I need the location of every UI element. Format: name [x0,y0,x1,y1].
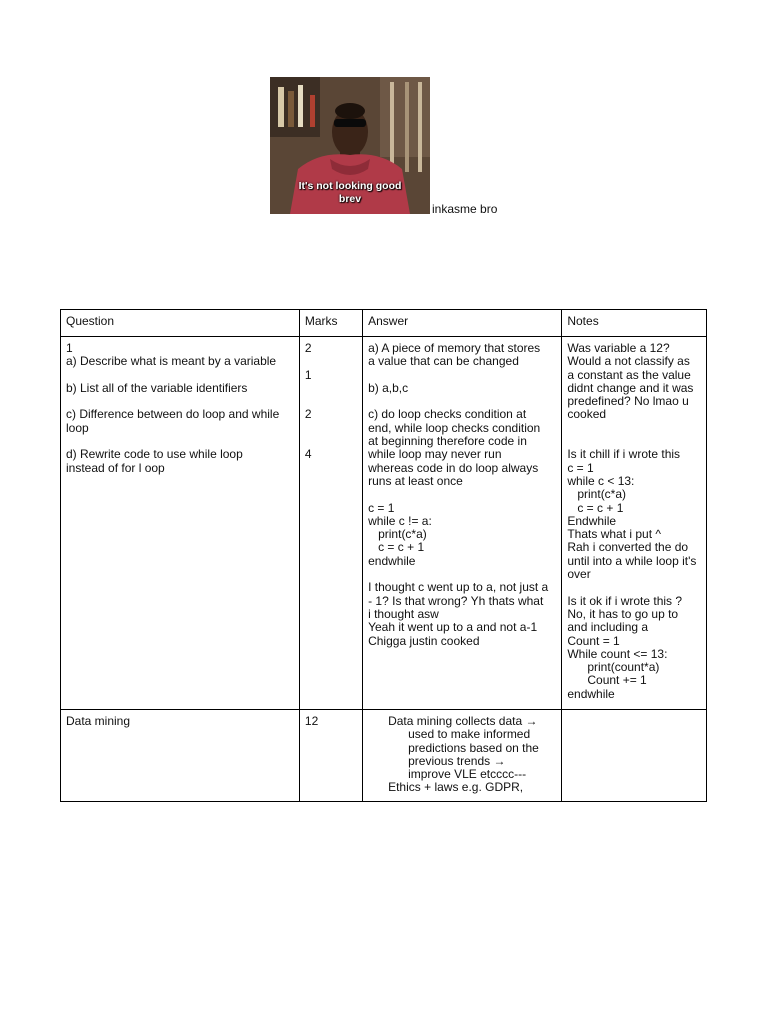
data-mining-answer [363,710,562,802]
notes-line-24: endwhile [567,686,615,701]
header-marks: Marks [299,310,362,337]
answer-c-line-4: while loop may never run [368,447,502,462]
question-d-line-2: instead of for l oop [66,460,165,475]
data-mining-line-1: Data mining collects data → [388,714,538,728]
data-mining-line-6: Ethics + laws e.g. GDPR, [388,780,524,795]
notes-line-21: While count <= 13: [567,646,668,661]
answer-c-line-5: whereas code in do loop always [368,460,539,475]
notes-line-19: and including a [567,620,649,635]
question-c-line-1: c) Difference between do loop and while [66,407,280,422]
data-mining-marks-value: 12 [304,714,319,728]
notes-line-5: predefined? No lmao u [567,394,689,409]
notes-line-11: c = c + 1 [567,500,624,515]
notes-line-4: didnt change and it was [567,380,694,395]
marks-c: 2 [304,407,312,422]
header-question: Question [61,310,300,337]
question-c-line-2: loop [66,420,89,435]
notes-line-22: print(count*a) [567,660,660,675]
header-answer: Answer [363,310,562,337]
notes-line-1: Was variable a 12? [567,341,670,355]
answer-code-line-4: c = c + 1 [368,540,425,555]
answer-code-line-2: while c != a: [368,513,432,528]
image-side-text: inkasme bro [432,202,498,216]
marks-cell [299,337,362,710]
notes-line-13: Thats what i put ^ [567,527,662,542]
notes-line-9: while c < 13: [567,473,635,488]
notes-line-8: c = 1 [567,460,594,475]
answer-c-line-1: c) do loop checks condition at [368,407,527,422]
notes-line-20: Count = 1 [567,633,620,648]
notes-line-3: a constant as the value [567,367,691,382]
data-mining-line-3: predictions based on the [408,740,539,755]
data-mining-notes [562,710,707,802]
data-mining-line-4: previous trends → [408,753,506,768]
marks-b: 1 [304,367,312,382]
meme-image [270,77,430,214]
question-d-line-1: d) Rewrite code to use while loop [66,447,243,462]
answer-comment-line-3: i thought asw [368,606,439,621]
header-notes: Notes [562,310,707,337]
answer-a-line-1: a) A piece of memory that stores [368,341,541,355]
answer-comment-line-1: I thought c went up to a, not just a [368,580,549,595]
marks-d: 4 [304,447,312,462]
answer-code-line-3: print(c*a) [368,527,427,542]
table-row [61,337,707,710]
answer-comment-line-5: Chigga justin cooked [368,633,480,648]
notes-cell [562,337,707,710]
notes-line-12: Endwhile [567,513,617,528]
meme-caption-line-2: brev [338,193,362,205]
question-number: 1 [66,341,73,355]
notes-line-14: Rah i converted the do [567,540,689,555]
answer-a-line-2: a value that can be changed [368,354,519,369]
notes-line-7: Is it chill if i wrote this [567,447,681,462]
notes-line-18: No, it has to go up to [567,606,679,621]
table-row [61,710,707,802]
question-cell [61,337,300,710]
question-b: b) List all of the variable identifiers [66,380,248,395]
answer-b: b) a,b,c [368,380,409,395]
meme-caption-line-1: It's not looking good [298,180,402,192]
answer-comment-line-2: - 1? Is that wrong? Yh thats what [368,593,544,608]
notes-line-17: Is it ok if i wrote this ? [567,593,683,608]
marks-a: 2 [304,341,312,355]
data-mining-label: Data mining [66,714,131,728]
notes-line-2: Would a not classify as [567,354,690,369]
notes-line-15: until into a while loop it's [567,553,697,568]
answer-cell [363,337,562,710]
answer-c-line-2: end, while loop checks condition [368,420,541,435]
answer-c-line-3: at beginning therefore code in [368,434,527,449]
notes-line-10: print(c*a) [567,487,627,502]
table-header-row [61,310,707,337]
notes-line-16: over [567,567,591,582]
data-mining-question [61,710,300,802]
answer-code-line-5: endwhile [368,553,416,568]
data-mining-marks [299,710,362,802]
answer-c-line-6: runs at least once [368,473,463,488]
question-a: a) Describe what is meant by a variable [66,354,277,369]
worksheet-table [60,309,707,802]
notes-line-23: Count += 1 [567,673,647,688]
notes-line-6: cooked [567,407,607,422]
data-mining-line-5: improve VLE etcccc--- [408,767,527,782]
answer-code-line-1: c = 1 [368,500,395,515]
data-mining-line-2: used to make informed [408,727,531,742]
answer-comment-line-4: Yeah it went up to a and not a-1 [368,620,538,635]
